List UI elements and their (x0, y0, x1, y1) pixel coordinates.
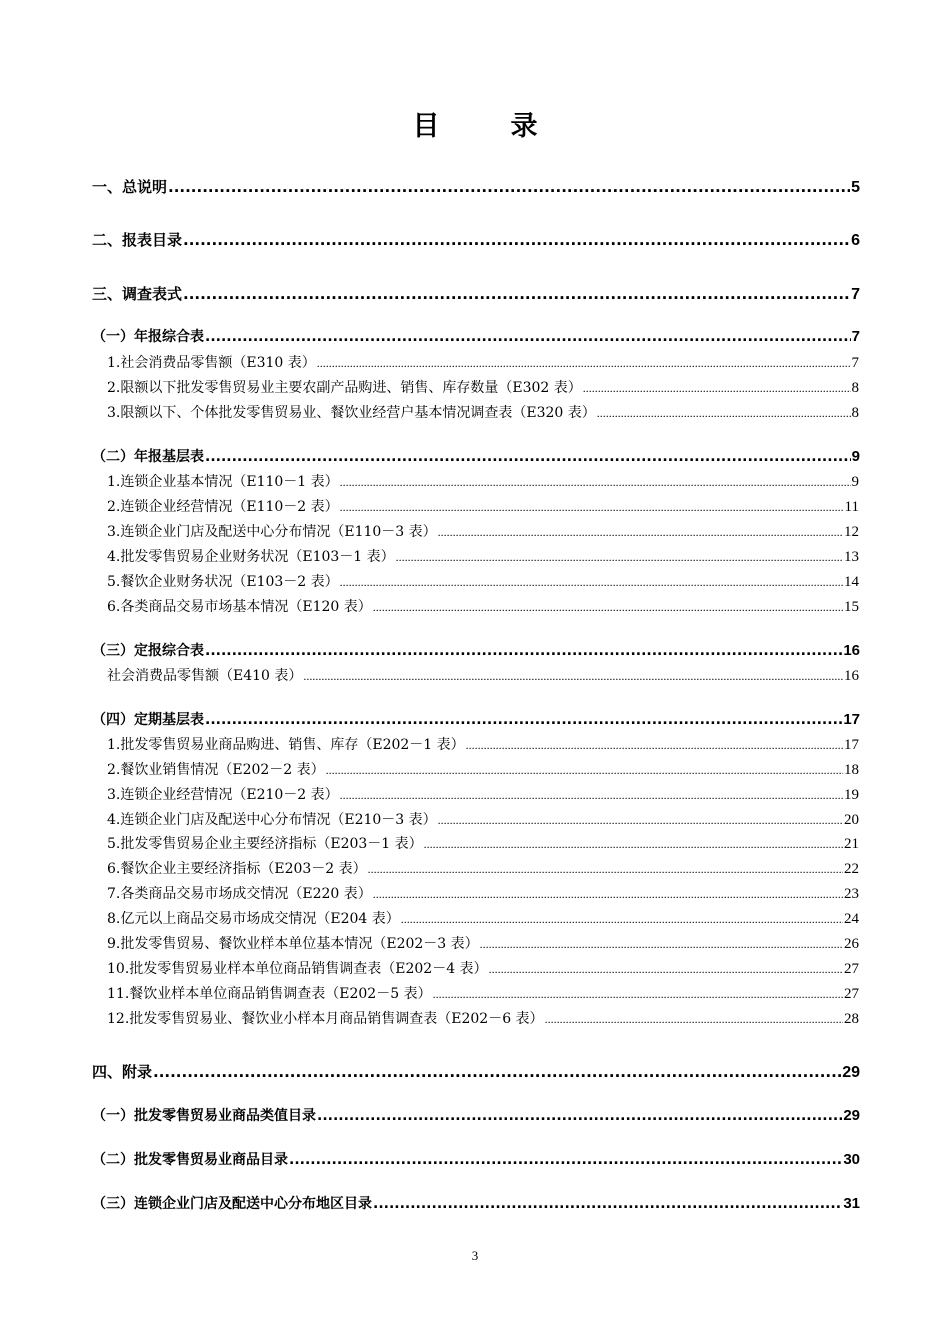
toc-entry-page: 6 (851, 232, 860, 249)
toc-entry-page: 23 (844, 886, 859, 902)
toc-entry-label: （一）年报综合表 (92, 329, 204, 345)
toc-entry-item[interactable] (107, 933, 859, 955)
toc-entry-page: 17 (843, 711, 860, 728)
toc-entry-page: 17 (844, 737, 859, 753)
toc-entry-general-notes[interactable] (92, 176, 860, 198)
toc-entry-label: （二）年报基层表 (92, 449, 204, 465)
toc-entry-label: 四、附录 (92, 1063, 153, 1081)
toc-entry-label: 2.连锁企业经营情况（E110－2 表） (107, 499, 339, 515)
toc-leader-dots (183, 283, 850, 305)
toc-entry-item[interactable] (107, 596, 859, 618)
toc-entry-item[interactable] (107, 352, 859, 374)
toc-entry-item[interactable] (107, 784, 859, 806)
toc-entry-page: 8 (851, 405, 859, 421)
toc-leader-dots (438, 809, 843, 831)
toc-leader-dots (340, 496, 844, 518)
toc-entry-item[interactable] (107, 571, 859, 593)
toc-leader-dots (583, 377, 851, 399)
toc-entry-item[interactable] (107, 734, 859, 756)
toc-entry-page: 29 (843, 1107, 860, 1124)
toc-leader-dots (368, 858, 843, 880)
toc-entry-page: 27 (844, 986, 859, 1002)
toc-leader-dots (326, 759, 843, 781)
toc-entry-label: 12.批发零售贸易业、餐饮业小样本月商品销售调查表（E202－6 表） (107, 1011, 544, 1027)
toc-entry-page: 16 (843, 642, 860, 659)
toc-leader-dots (153, 1061, 841, 1083)
toc-entry-label: 10.批发零售贸易业样本单位商品销售调查表（E202－4 表） (107, 961, 488, 977)
toc-entry-annual-base[interactable] (92, 446, 860, 468)
toc-entry-label: 3.连锁企业门店及配送中心分布情况（E110－3 表） (107, 524, 437, 540)
toc-entry-label: （四）定期基层表 (92, 712, 204, 728)
toc-leader-dots (424, 833, 843, 855)
toc-entry-label: 三、调查表式 (92, 285, 183, 303)
toc-entry-page: 22 (844, 861, 859, 877)
toc-entry-page: 11 (844, 499, 859, 515)
toc-entry-label: 6.餐饮企业主要经济指标（E203－2 表） (107, 861, 367, 877)
toc-entry-label: 一、总说明 (92, 178, 168, 196)
toc-entry-page: 27 (844, 961, 859, 977)
toc-leader-dots (340, 571, 843, 593)
toc-entry-survey-forms[interactable] (92, 283, 860, 305)
toc-entry-appendix-3[interactable] (92, 1193, 860, 1215)
toc-entry-page: 31 (843, 1195, 860, 1212)
toc-entry-page: 13 (844, 549, 859, 565)
toc-title: 目 录 (412, 111, 560, 142)
toc-entry-page: 24 (844, 911, 859, 927)
toc-entry-periodic-base[interactable] (92, 709, 860, 731)
toc-entry-item[interactable] (107, 471, 859, 493)
toc-leader-dots (373, 883, 843, 905)
toc-entry-item[interactable] (107, 883, 859, 905)
toc-entry-item[interactable] (107, 908, 859, 930)
toc-entry-annual-summary[interactable] (92, 326, 860, 348)
toc-entry-label: 社会消费品零售额（E410 表） (107, 668, 303, 684)
toc-entry-label: 5.餐饮企业财务状况（E103－2 表） (107, 574, 339, 590)
toc-entry-label: 3.连锁企业经营情况（E210－2 表） (107, 787, 339, 803)
toc-entry-periodic-summary[interactable] (92, 640, 860, 662)
toc-entry-page: 21 (844, 836, 859, 852)
toc-entry-item[interactable] (107, 759, 859, 781)
toc-entry-label: 9.批发零售贸易、餐饮业样本单位基本情况（E202－3 表） (107, 936, 479, 952)
toc-entry-item[interactable] (107, 809, 859, 831)
toc-entry-page: 18 (844, 762, 859, 778)
toc-entry-page: 8 (851, 380, 859, 396)
toc-leader-dots (489, 958, 843, 980)
toc-leader-dots (289, 1149, 842, 1171)
toc-leader-dots (183, 229, 850, 251)
toc-leader-dots (205, 446, 851, 468)
toc-entry-page: 20 (844, 812, 859, 828)
toc-entry-page: 5 (851, 179, 860, 196)
toc-entry-label: 4.批发零售贸易企业财务状况（E103－1 表） (107, 549, 395, 565)
toc-entry-label: （三）连锁企业门店及配送中心分布地区目录 (92, 1196, 372, 1212)
toc-leader-dots (317, 1105, 842, 1127)
toc-entry-item[interactable] (107, 958, 859, 980)
toc-entry-item[interactable] (107, 402, 859, 424)
toc-entry-label: 1.批发零售贸易业商品购进、销售、库存（E202－1 表） (107, 737, 465, 753)
toc-entry-item[interactable] (107, 1008, 859, 1030)
toc-entry-item[interactable] (107, 521, 859, 543)
toc-leader-dots (438, 521, 843, 543)
toc-leader-dots (433, 983, 843, 1005)
toc-leader-dots (205, 709, 842, 731)
toc-leader-dots (317, 352, 851, 374)
toc-entry-page: 14 (844, 574, 859, 590)
toc-leader-dots (303, 665, 843, 687)
toc-entry-label: （一）批发零售贸易业商品类值目录 (92, 1108, 316, 1124)
toc-entry-label: 3.限额以下、个体批发零售贸易业、餐饮业经营户基本情况调查表（E320 表） (107, 405, 596, 421)
toc-leader-dots (396, 546, 843, 568)
toc-entry-label: 1.连锁企业基本情况（E110－1 表） (107, 474, 339, 490)
toc-entry-label: 7.各类商品交易市场成交情况（E220 表） (107, 886, 372, 902)
toc-entry-item[interactable] (107, 983, 859, 1005)
toc-entry-page: 7 (851, 355, 859, 371)
toc-entry-page: 29 (842, 1064, 860, 1081)
toc-leader-dots (205, 640, 842, 662)
toc-entry-label: 二、报表目录 (92, 231, 183, 249)
toc-entry-item[interactable] (107, 546, 859, 568)
toc-entry-page: 26 (844, 936, 859, 952)
toc-entry-page: 7 (851, 328, 860, 345)
toc-leader-dots (205, 326, 851, 348)
toc-entry-label: 6.各类商品交易市场基本情况（E120 表） (107, 599, 372, 615)
toc-entry-label: 4.连锁企业门店及配送中心分布情况（E210－3 表） (107, 812, 437, 828)
toc-entry-page: 16 (844, 668, 859, 684)
toc-entry-label: （三）定报综合表 (92, 643, 204, 659)
toc-entry-item[interactable] (107, 496, 859, 518)
toc-entry-label: 11.餐饮业样本单位商品销售调查表（E202－5 表） (107, 986, 432, 1002)
toc-entry-item[interactable] (107, 377, 859, 399)
toc-entry-item[interactable] (107, 833, 859, 855)
toc-leader-dots (401, 908, 843, 930)
toc-leader-dots (480, 933, 843, 955)
page-number: 3 (471, 1248, 479, 1263)
toc-entry-appendix-2[interactable] (92, 1149, 860, 1171)
toc-entry-label: 2.餐饮业销售情况（E202－2 表） (107, 762, 325, 778)
toc-entry-label: 1.社会消费品零售额（E310 表） (107, 355, 316, 371)
toc-entry-label: 2.限额以下批发零售贸易业主要农副产品购进、销售、库存数量（E302 表） (107, 380, 582, 396)
toc-leader-dots (168, 176, 850, 198)
toc-entry-label: （二）批发零售贸易业商品目录 (92, 1152, 288, 1168)
toc-entry-appendix[interactable] (92, 1061, 860, 1083)
toc-entry-page: 19 (844, 787, 859, 803)
toc-entry-page: 9 (851, 448, 860, 465)
toc-leader-dots (597, 402, 851, 424)
toc-leader-dots (340, 471, 851, 493)
toc-leader-dots (466, 734, 843, 756)
toc-leader-dots (545, 1008, 843, 1030)
toc-entry-page: 7 (851, 286, 860, 303)
toc-entry-item[interactable] (107, 858, 859, 880)
toc-leader-dots (373, 596, 843, 618)
toc-leader-dots (340, 784, 843, 806)
toc-entry-page: 9 (851, 474, 859, 490)
toc-entry-label: 8.亿元以上商品交易市场成交情况（E204 表） (107, 911, 400, 927)
toc-entry-page: 15 (844, 599, 859, 615)
toc-entry-item[interactable] (107, 665, 859, 687)
toc-entry-report-catalog[interactable] (92, 229, 860, 251)
toc-entry-appendix-1[interactable] (92, 1105, 860, 1127)
toc-leader-dots (373, 1193, 842, 1215)
toc-entry-page: 30 (843, 1151, 860, 1168)
toc-entry-label: 5.批发零售贸易企业主要经济指标（E203－1 表） (107, 836, 423, 852)
toc-entry-page: 12 (844, 524, 859, 540)
toc-entry-page: 28 (844, 1011, 859, 1027)
